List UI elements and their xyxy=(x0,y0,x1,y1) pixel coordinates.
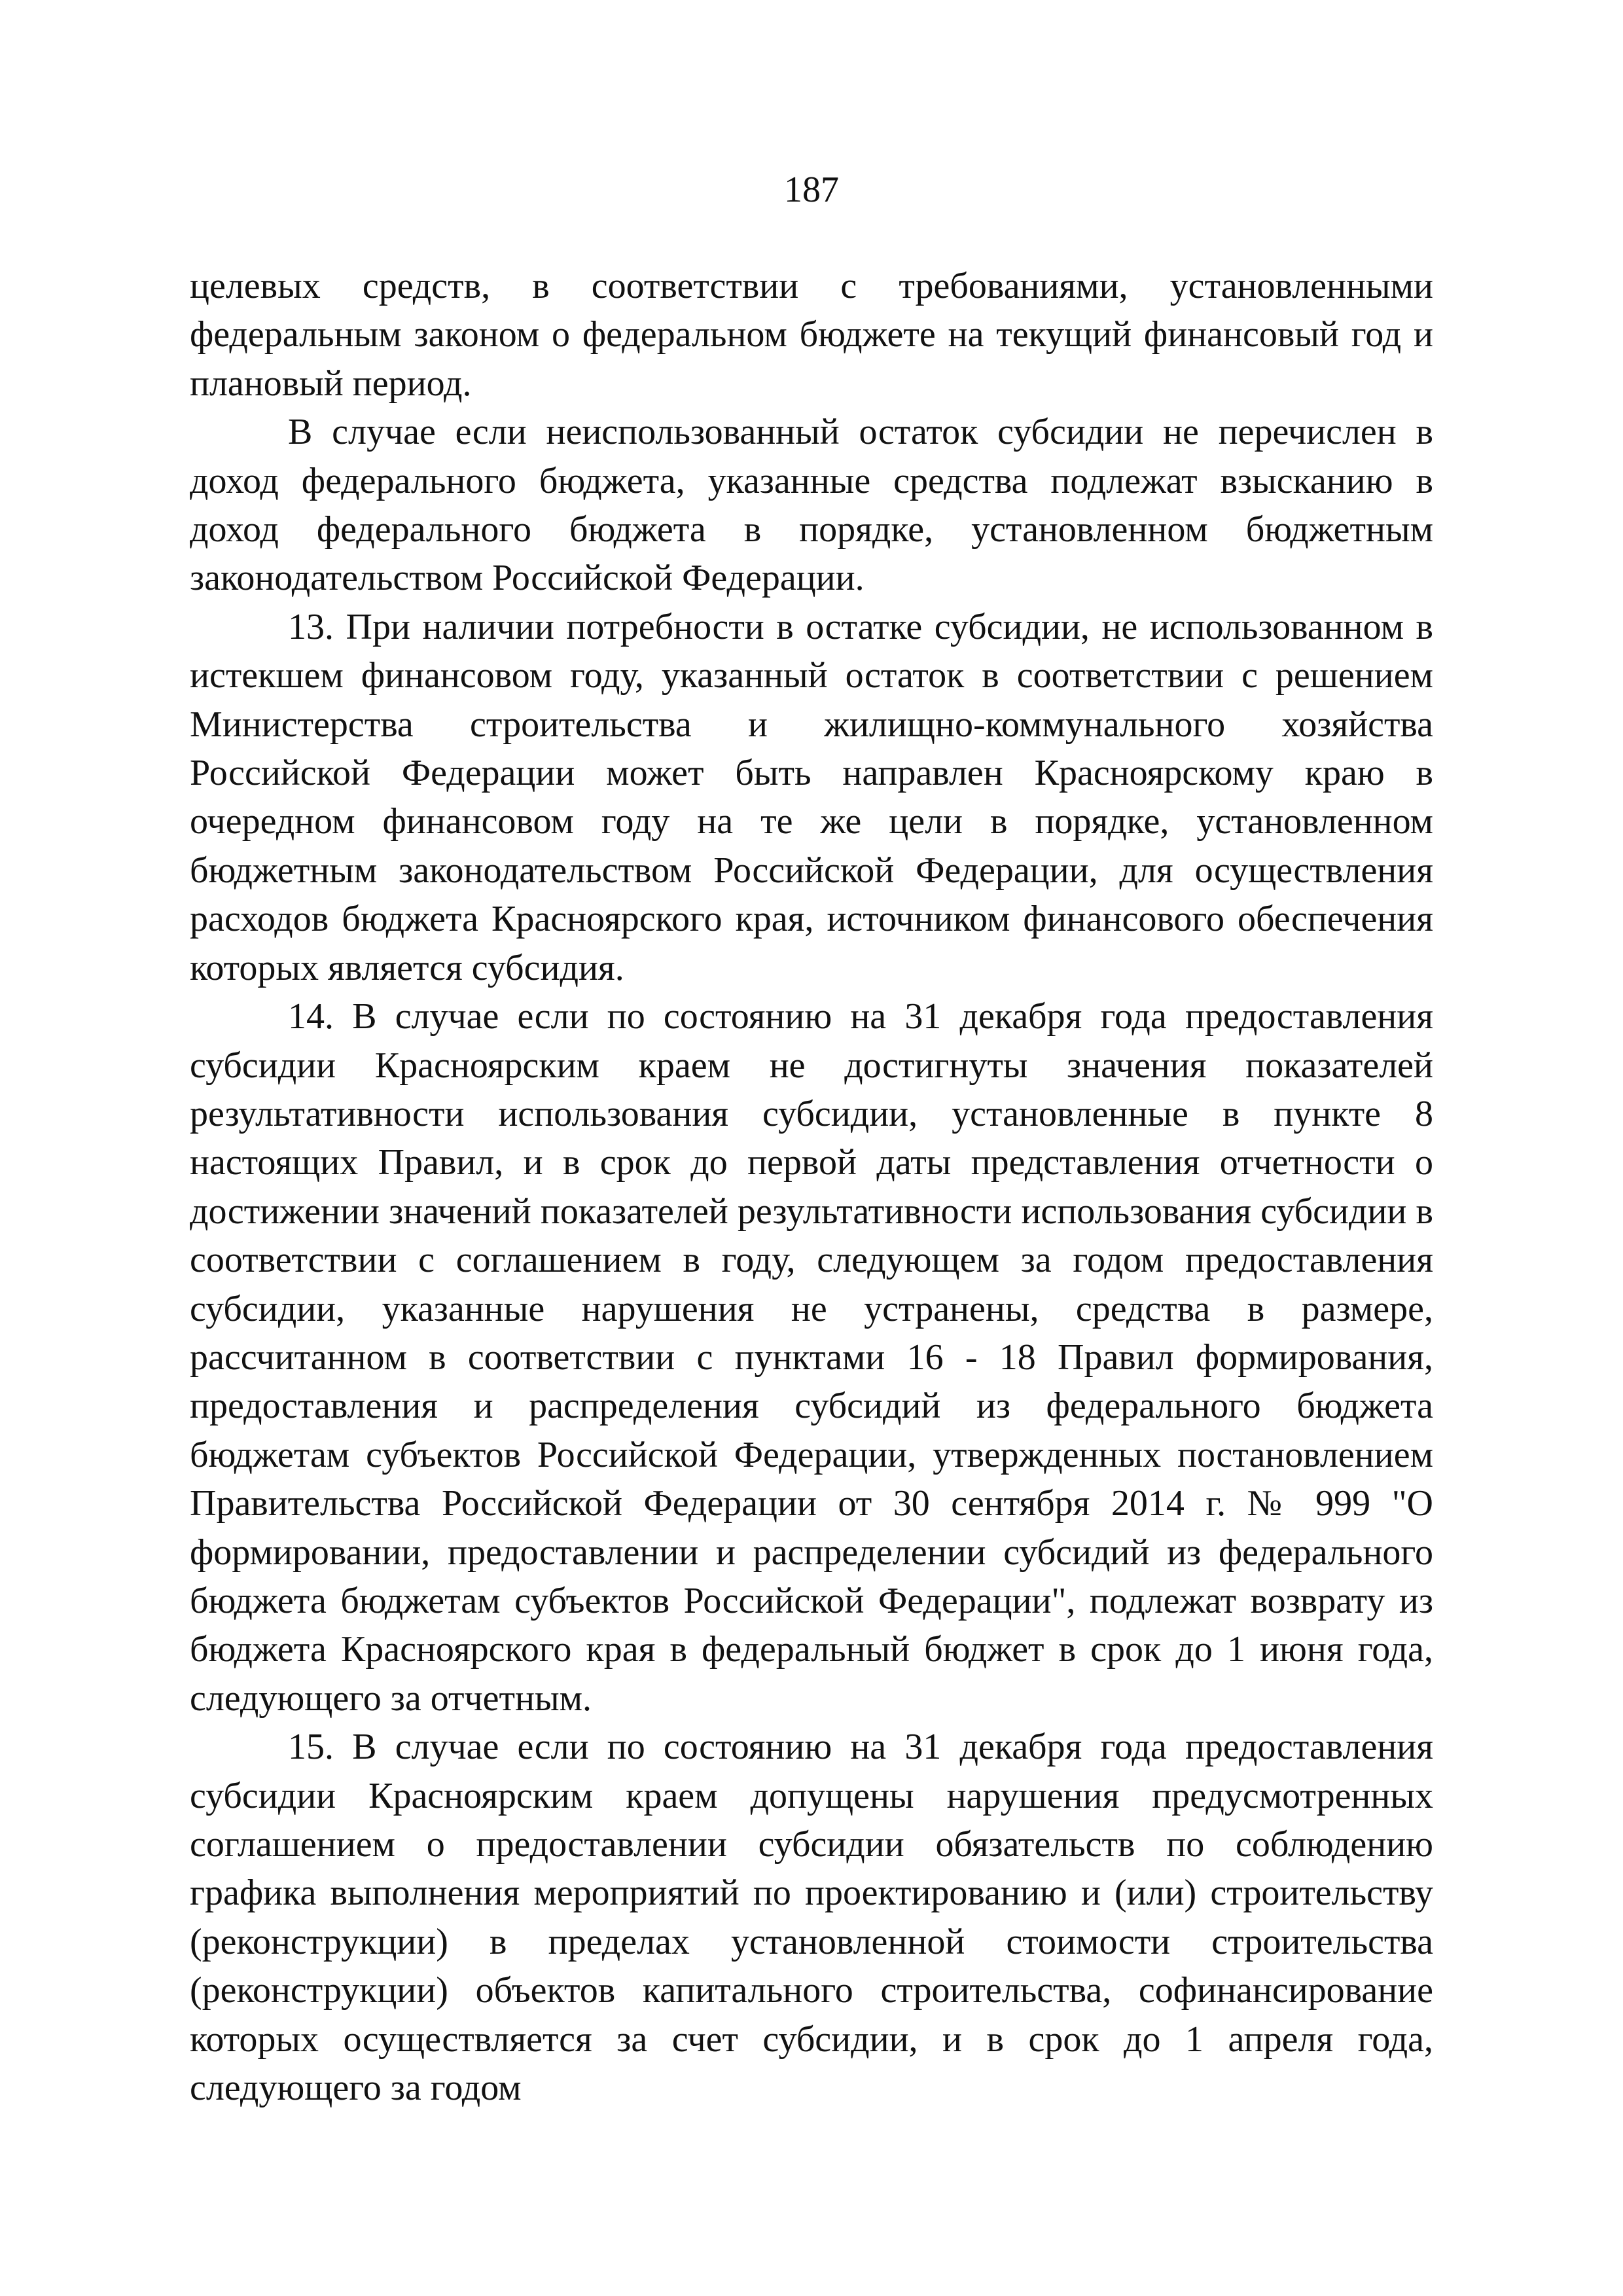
paragraph-continuation: целевых средств, в соответствии с требованиями, установленными федеральным законом о федеральном бюджете на текущий финансовый год и плановый период. xyxy=(190,266,1433,404)
paragraph-item-13: 13. При наличии потребности в остатке субсидии, не использованном в истекшем финансовом году, указанный остаток в соответствии с решением Министерства строительства и жилищно-коммунального хозяйства Российской Федерации может быть направлен Красноярскому краю в очередном финансовом году на те же цели в порядке, установленном бюджетным законодательством Российской Федерации, для осуществления расходов бюджета Красноярского края, источником финансового обеспечения которых является субсидия. xyxy=(190,606,1433,988)
paragraph-item-14: 14. В случае если по состоянию на 31 декабря года предоставления субсидии Красноярским краем не достигнуты значения показателей результативности использования субсидии, установленные в пункте 8 настоящих Правил, и в срок до первой даты представления отчетности о достижении значений показателей результативности использования субсидии в соответствии с соглашением в году, следующем за годом предоставления субсидии, указанные нарушения не устранены, средства в размере, рассчитанном в соответствии с пунктами 16 - 18 Правил формирования, предоставления и распределения субсидий из федерального бюджета бюджетам субъектов Российской Федерации, утвержденных постановлением Правительства Российской Федерации от 30 сентября 2014 г. № 999 "О формировании, предоставлении и распределении субсидий из федерального бюджета бюджетам субъектов Российской Федерации", подлежат возврату из бюджета Красноярского края в федеральный бюджет в срок до 1 июня года, следующего за отчетным. xyxy=(190,996,1433,1719)
paragraph-item-15: 15. В случае если по состоянию на 31 декабря года предоставления субсидии Красноярским краем допущены нарушения предусмотренных соглашением о предоставлении субсидии обязательств по соблюдению графика выполнения мероприятий по проектированию и (или) строительству (реконструкции) в пределах установленной стоимости строительства (реконструкции) объектов капитального строительства, софинансирование которых осуществляется за счет субсидии, и в срок до 1 апреля года, следующего за годом xyxy=(190,1727,1433,2109)
paragraph-unused-balance: В случае если неиспользованный остаток субсидии не перечислен в доход федерального бюджета, указанные средства подлежат взысканию в доход федерального бюджета в порядке, установленном бюджетным законодательством Российской Федерации. xyxy=(190,412,1433,599)
page-number: 187 xyxy=(784,170,839,210)
document-body xyxy=(190,262,1433,2112)
